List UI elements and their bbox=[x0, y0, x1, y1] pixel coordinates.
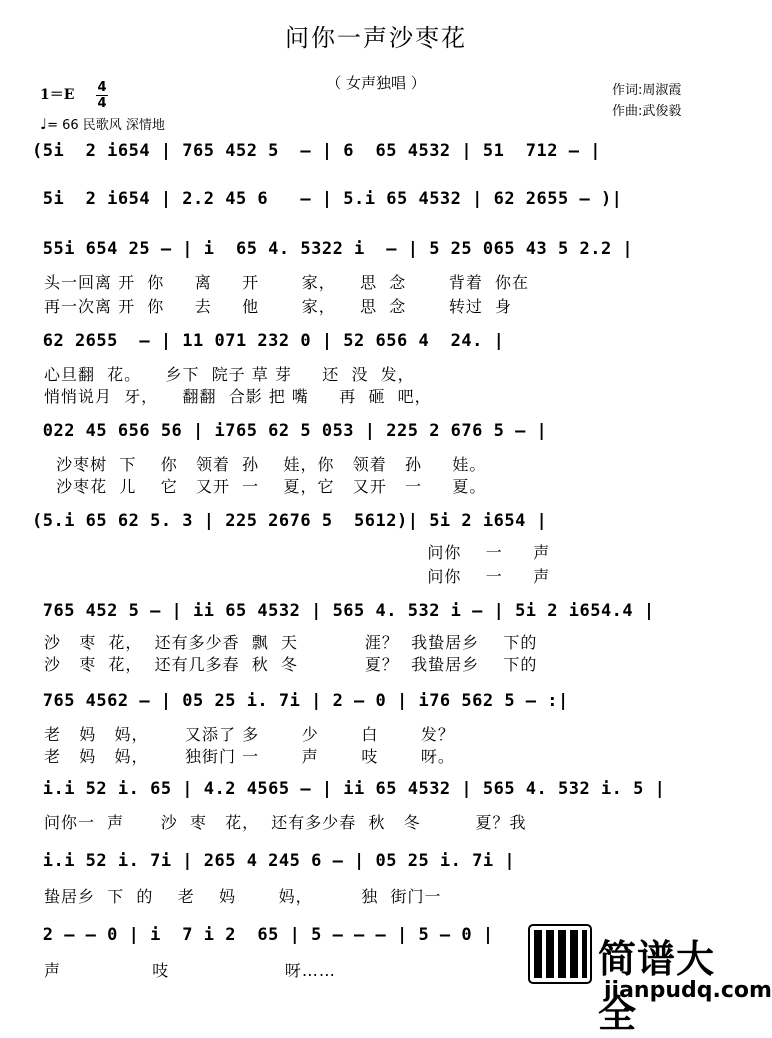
logo-url: jianpudq.com bbox=[604, 978, 772, 1003]
tempo-marking bbox=[40, 114, 165, 133]
lyric-line: 老 妈 妈， 又添了 多 少 白 发？ bbox=[44, 725, 455, 744]
music-system-8 bbox=[32, 688, 726, 722]
lyric-line: 心旦翻 花。 乡下 院子 草 芽 还 没 发， bbox=[44, 365, 415, 384]
composer-credit: 作曲:武俊毅 bbox=[612, 104, 682, 119]
music-system-9 bbox=[32, 776, 726, 810]
notation-line: 022 45 656 56 | i765 62 5 053 | 225 2 676 5 – | bbox=[32, 421, 548, 441]
music-system-3 bbox=[32, 236, 726, 270]
music-system-2 bbox=[32, 186, 726, 220]
notation-line: 62 2655 – | 11 071 232 0 | 52 656 4 24. | bbox=[32, 331, 505, 351]
meter-top: 4 bbox=[97, 80, 107, 95]
credits bbox=[612, 80, 681, 122]
meter-bottom: 4 bbox=[97, 96, 107, 111]
music-system-7 bbox=[32, 598, 726, 632]
music-system-1 bbox=[32, 138, 726, 172]
lyric-line: 沙 枣 花， 还有几多春 秋 冬 夏？ 我蛰居乡 下的 bbox=[44, 655, 538, 674]
lyric-line: 问你一 声 沙 枣 花， 还有多少春 秋 冬 夏？我 bbox=[44, 813, 527, 832]
notation-line: i.i 52 i. 65 | 4.2 4565 – | ii 65 4532 | 565 4. 532 i. 5 | bbox=[32, 779, 666, 799]
lyric-line: 问你 一 声 bbox=[44, 567, 551, 586]
lyric-line: 头一回离 开 你 离 开 家， 思 念 背着 你在 bbox=[44, 273, 530, 292]
lyric-line: 沙枣树 下 你 领着 孙 娃，你 领着 孙 娃。 bbox=[44, 455, 487, 474]
notation-line: 55i 654 25 – | i 65 4. 5322 i – | 5 25 065 43 5 2.2 | bbox=[32, 239, 634, 259]
tempo-text: = 66 民歌风 深情地 bbox=[47, 118, 165, 133]
notation-line: 765 452 5 – | ii 65 4532 | 565 4. 532 i – | 5i 2 i654.4 | bbox=[32, 601, 655, 621]
lyric-line: 问你 一 声 bbox=[44, 543, 551, 562]
lyric-line: 蛰居乡 下 的 老 妈 妈， 独 街门一 bbox=[44, 887, 442, 906]
notation-line: 5i 2 i654 | 2.2 45 6 – | 5.i 65 4532 | 62 2655 – )| bbox=[32, 189, 623, 209]
song-title: 问你一声沙枣花 bbox=[285, 24, 467, 52]
song-subtitle: （ 女声独唱 ） bbox=[326, 74, 426, 92]
notation-line: (5i 2 i654 | 765 452 5 – | 6 65 4532 | 51 712 – | bbox=[32, 141, 601, 161]
key-signature: 1＝E bbox=[40, 87, 75, 103]
notation-line: 2 – – 0 | i 7 i 2 65 | 5 – – – | 5 – 0 | bbox=[32, 925, 494, 945]
lyric-line: 声 吱 呀…… bbox=[44, 961, 336, 980]
music-system-10 bbox=[32, 848, 726, 882]
lyric-line: 老 妈 妈， 独街门 一 声 吱 呀。 bbox=[44, 747, 455, 766]
site-logo[interactable] bbox=[528, 916, 772, 1036]
notation-line: 765 4562 – | 05 25 i. 7i | 2 – 0 | i76 562 5 – :| bbox=[32, 691, 569, 711]
lyric-line: 沙枣花 儿 它 又开 一 夏，它 又开 一 夏。 bbox=[44, 477, 487, 496]
music-system-6 bbox=[32, 508, 726, 542]
music-system-4 bbox=[32, 328, 726, 362]
lyric-line: 再一次离 开 你 去 他 家， 思 念 转过 身 bbox=[44, 297, 513, 316]
lyric-line: 悄悄说月 牙， 翻翻 合影 把 嘴 再 砸 吧， bbox=[44, 387, 432, 406]
quarter-note-icon: ♩ bbox=[40, 115, 48, 133]
lyricist-credit: 作词:周淑霞 bbox=[612, 83, 682, 98]
notation-line: (5.i 65 62 5. 3 | 225 2676 5 5612)| 5i 2 i654 | bbox=[32, 511, 548, 531]
piano-keys-icon bbox=[528, 924, 592, 984]
logo-text: 简谱大全 bbox=[598, 937, 716, 1036]
time-signature bbox=[96, 80, 108, 111]
notation-line: i.i 52 i. 7i | 265 4 245 6 – | 05 25 i. 7i | bbox=[32, 851, 516, 871]
lyric-line: 沙 枣 花， 还有多少香 飘 天 涯？ 我蛰居乡 下的 bbox=[44, 633, 538, 652]
music-system-5 bbox=[32, 418, 726, 452]
